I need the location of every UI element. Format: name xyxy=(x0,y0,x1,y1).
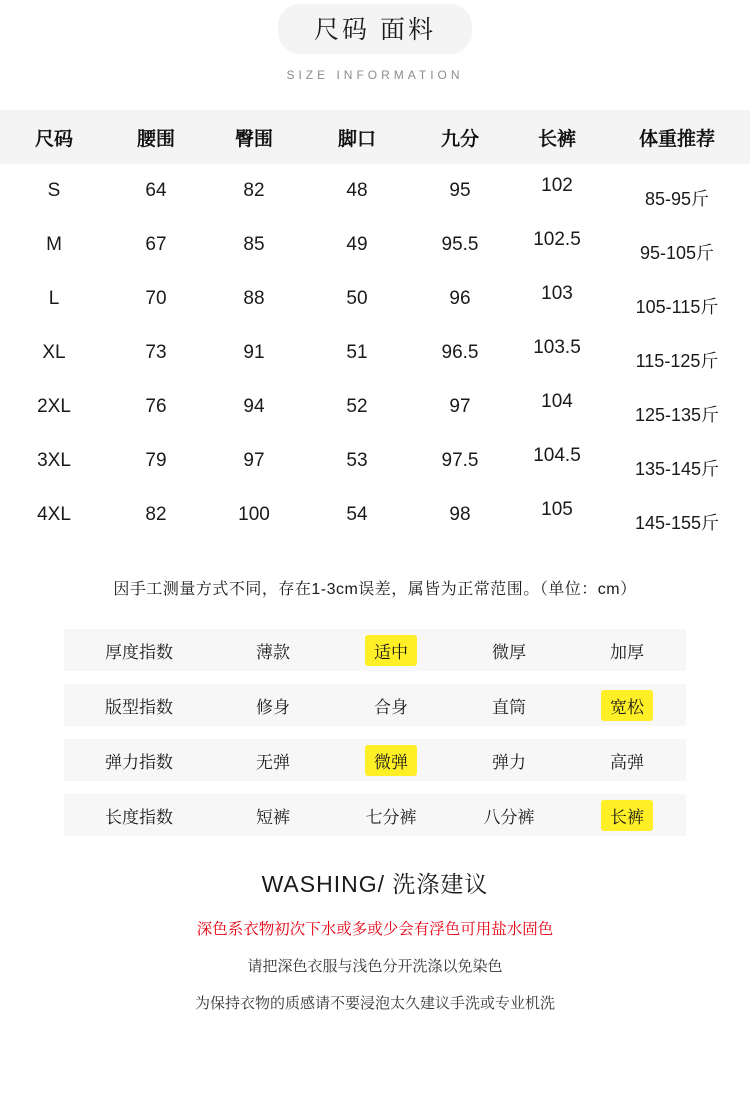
column-header-cropped: 九分 xyxy=(440,128,479,150)
cell-weight: 125-135斤 xyxy=(634,405,720,425)
index-row-fit xyxy=(64,684,686,726)
cell-hip: 94 xyxy=(243,396,265,417)
cell-cropped: 96.5 xyxy=(441,342,479,363)
cell-cuff: 48 xyxy=(346,180,368,201)
washing-note-primary: 深色系衣物初次下水或多或少会有浮色可用盐水固色 xyxy=(196,921,554,938)
cell-hip: 97 xyxy=(243,450,265,471)
column-header-hip: 臀围 xyxy=(234,128,273,150)
cell-cropped: 97.5 xyxy=(441,450,479,471)
cell-size: M xyxy=(46,234,62,255)
cell-cropped: 97 xyxy=(449,396,471,417)
cell-cropped: 95 xyxy=(449,180,471,201)
index-row-thickness xyxy=(64,629,686,671)
cell-cropped: 95.5 xyxy=(441,234,479,255)
cell-waist: 79 xyxy=(145,450,167,471)
column-header-weight: 体重推荐 xyxy=(638,128,715,150)
index-option: 微厚 xyxy=(492,642,526,662)
cell-full: 103 xyxy=(541,283,573,304)
column-header-cuff: 脚口 xyxy=(337,128,376,150)
index-option: 八分裤 xyxy=(483,807,535,827)
index-label: 弹力指数 xyxy=(105,752,173,772)
index-option: 七分裤 xyxy=(365,807,417,827)
index-option: 无弹 xyxy=(256,752,290,772)
index-option: 修身 xyxy=(256,697,290,717)
cell-cuff: 51 xyxy=(346,342,368,363)
index-option: 直筒 xyxy=(492,697,526,717)
table-row xyxy=(0,218,750,272)
cell-waist: 67 xyxy=(145,234,167,255)
cell-hip: 100 xyxy=(238,504,270,525)
cell-cuff: 50 xyxy=(346,288,368,309)
table-row xyxy=(0,164,750,218)
cell-weight: 145-155斤 xyxy=(634,513,720,533)
cell-cropped: 96 xyxy=(449,288,471,309)
index-block xyxy=(0,629,750,836)
column-header-waist: 腰围 xyxy=(136,128,175,150)
index-option-selected: 长裤 xyxy=(568,800,686,831)
index-option-selected: 微弹 xyxy=(332,745,450,776)
cell-hip: 91 xyxy=(243,342,265,363)
cell-weight: 135-145斤 xyxy=(634,459,720,479)
index-option: 高弹 xyxy=(610,752,644,772)
index-label: 版型指数 xyxy=(105,697,173,717)
index-row-length xyxy=(64,794,686,836)
column-header-full: 长裤 xyxy=(537,128,576,150)
cell-hip: 85 xyxy=(243,234,265,255)
cell-cuff: 53 xyxy=(346,450,368,471)
cell-waist: 73 xyxy=(145,342,167,363)
cell-size: 3XL xyxy=(37,450,71,471)
cell-weight: 95-105斤 xyxy=(639,243,715,263)
table-header-row xyxy=(0,110,750,164)
table-row xyxy=(0,488,750,542)
measurement-note: 因手工测量方式不同，存在1-3cm误差，属皆为正常范围。（单位：cm） xyxy=(113,581,637,598)
cell-full: 102 xyxy=(541,175,573,196)
cell-hip: 82 xyxy=(243,180,265,201)
index-option: 短裤 xyxy=(256,807,290,827)
washing-note-tertiary: 为保持衣物的质感请不要浸泡太久建议手洗或专业机洗 xyxy=(194,995,555,1012)
page-subtitle: SIZE INFORMATION xyxy=(286,68,464,82)
index-option: 弹力 xyxy=(492,752,526,772)
cell-size: 4XL xyxy=(37,504,71,525)
cell-size: S xyxy=(47,180,61,201)
cell-cuff: 49 xyxy=(346,234,368,255)
cell-waist: 64 xyxy=(145,180,167,201)
index-option-selected: 适中 xyxy=(332,635,450,666)
index-option: 薄款 xyxy=(256,642,290,662)
column-header-size: 尺码 xyxy=(34,128,73,150)
cell-cuff: 54 xyxy=(346,504,368,525)
table-row xyxy=(0,272,750,326)
index-row-elasticity xyxy=(64,739,686,781)
cell-waist: 76 xyxy=(145,396,167,417)
cell-size: 2XL xyxy=(37,396,71,417)
cell-cuff: 52 xyxy=(346,396,368,417)
cell-full: 103.5 xyxy=(533,337,581,358)
cell-waist: 82 xyxy=(145,504,167,525)
table-row xyxy=(0,326,750,380)
cell-full: 102.5 xyxy=(533,229,581,250)
index-label: 厚度指数 xyxy=(105,642,173,662)
cell-full: 105 xyxy=(541,499,573,520)
table-row xyxy=(0,434,750,488)
index-label: 长度指数 xyxy=(105,807,173,827)
index-option-selected: 宽松 xyxy=(568,690,686,721)
cell-full: 104.5 xyxy=(533,445,581,466)
index-option: 加厚 xyxy=(610,642,644,662)
washing-title: WASHING/ 洗涤建议 xyxy=(261,871,489,897)
index-option: 合身 xyxy=(374,697,408,717)
page-title: 尺码 面料 xyxy=(278,4,472,54)
cell-full: 104 xyxy=(541,391,573,412)
size-table xyxy=(0,110,750,542)
cell-size: XL xyxy=(42,342,66,363)
cell-waist: 70 xyxy=(145,288,167,309)
washing-note-secondary: 请把深色衣服与浅色分开洗涤以免染色 xyxy=(247,958,503,975)
table-row xyxy=(0,380,750,434)
cell-size: L xyxy=(48,288,60,309)
cell-weight: 115-125斤 xyxy=(635,351,719,371)
cell-cropped: 98 xyxy=(449,504,471,525)
cell-hip: 88 xyxy=(243,288,265,309)
cell-weight: 105-115斤 xyxy=(635,297,719,317)
page-header xyxy=(0,0,750,82)
cell-weight: 85-95斤 xyxy=(644,189,710,209)
